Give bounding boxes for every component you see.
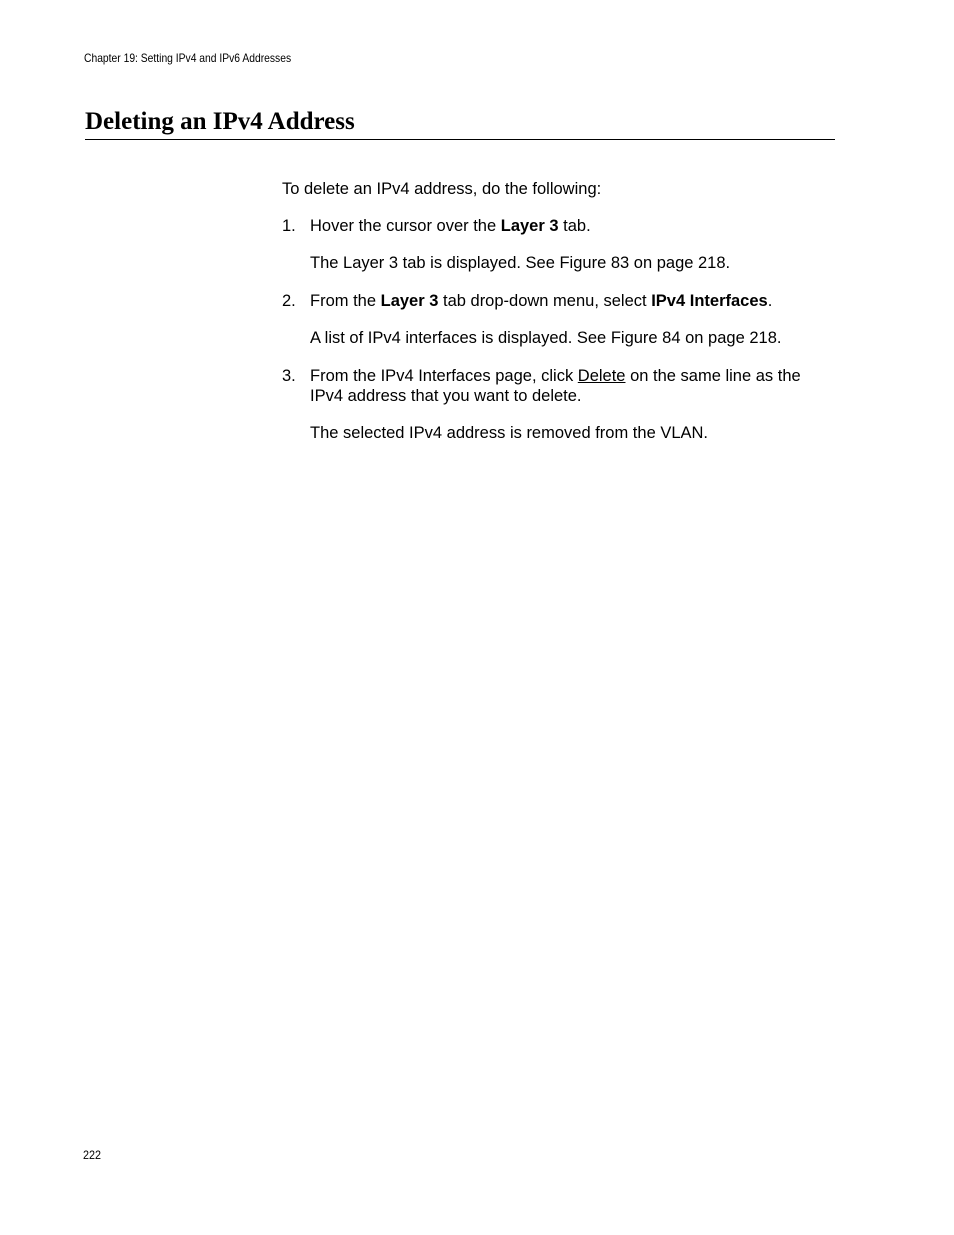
step-text: . (767, 292, 773, 310)
step-result: The Layer 3 tab is displayed. See Figure 83 on page 218. (310, 254, 731, 272)
intro-text: To delete an IPv4 address, do the following: (282, 180, 602, 198)
step-result: A list of IPv4 interfaces is displayed. See Figure 84 on page 218. (310, 329, 782, 347)
steps-list (282, 216, 827, 443)
step-number: 3. (282, 367, 296, 385)
step-instruction (310, 366, 827, 406)
section-title: Deleting an IPv4 Address (85, 107, 835, 140)
step-text: tab. (558, 217, 591, 235)
ui-term-layer3: Layer 3 (380, 292, 439, 310)
step-number: 1. (282, 217, 296, 235)
document-body (282, 179, 827, 461)
step-instruction (310, 216, 827, 236)
page-number: 222 (83, 1148, 102, 1162)
step-text: on the same line as the IPv4 address that you want to delete. (310, 367, 801, 405)
step-text: From the IPv4 Interfaces page, click (310, 367, 578, 385)
step-result: The selected IPv4 address is removed from the VLAN. (310, 424, 709, 442)
step-1 (282, 216, 827, 273)
step-instruction (310, 291, 827, 311)
step-text: tab drop-down menu, select (438, 292, 652, 310)
step-3 (282, 366, 827, 443)
ui-term-ipv4-interfaces: IPv4 Interfaces (651, 292, 768, 310)
step-text: From the (310, 292, 381, 310)
step-2 (282, 291, 827, 348)
step-number: 2. (282, 292, 296, 310)
delete-link[interactable]: Delete (577, 367, 626, 385)
ui-term-layer3: Layer 3 (500, 217, 559, 235)
step-text: Hover the cursor over the (310, 217, 501, 235)
running-head: Chapter 19: Setting IPv4 and IPv6 Addresses (84, 51, 292, 65)
